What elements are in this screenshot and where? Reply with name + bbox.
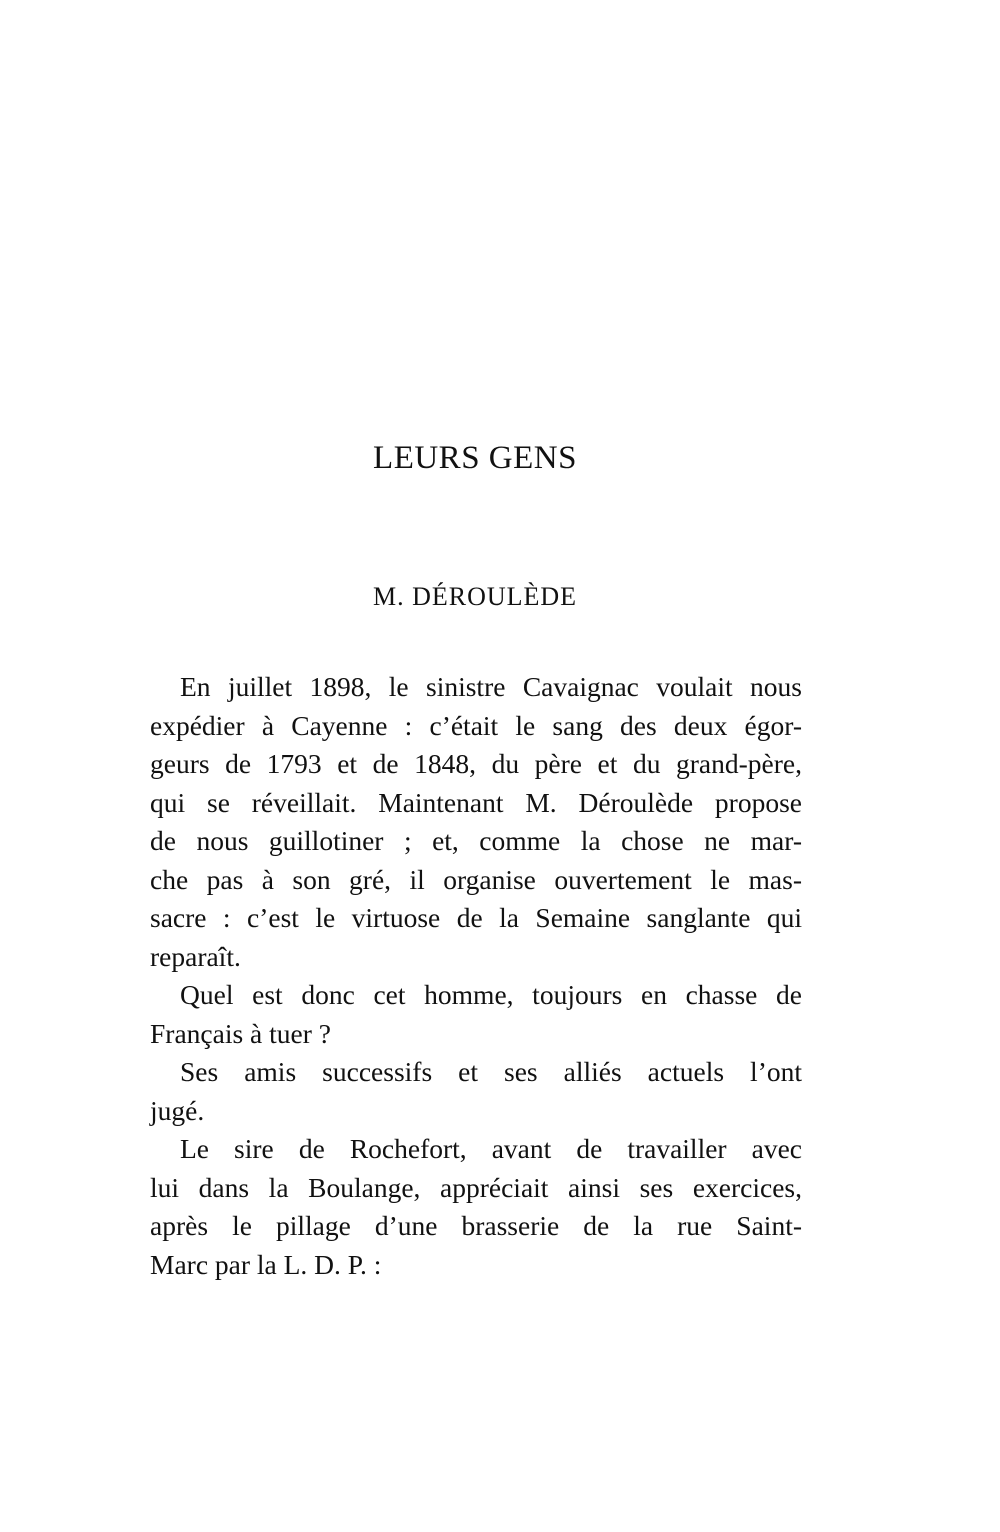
text-line: che pas à son gré, il organise ouvertement le mas- <box>150 863 802 895</box>
text-line: Ses amis successifs et ses alliés actuels l’ont <box>180 1056 802 1087</box>
text-line: geurs de 1793 et de 1848, du père et du grand-père, <box>150 748 802 779</box>
text-line: Le sire de Rochefort, avant de travailler avec <box>180 1133 802 1164</box>
text-line: jugé. <box>150 1094 205 1126</box>
paragraph <box>150 1053 802 1130</box>
paragraph <box>150 976 802 1053</box>
text-line: Quel est donc cet homme, toujours en chasse de <box>180 979 802 1010</box>
section-title: M. DÉROULÈDE <box>372 582 578 611</box>
body-text <box>150 668 802 1284</box>
paragraph <box>150 668 802 976</box>
text-line: reparaît. <box>150 940 241 972</box>
text-line: expédier à Cayenne : c’était le sang des deux égor- <box>150 709 802 741</box>
text-line: Marc par la L. D. P. : <box>150 1248 382 1280</box>
text-line: Français à tuer ? <box>150 1017 331 1049</box>
text-line: qui se réveillait. Maintenant M. Déroulède propose <box>150 786 802 818</box>
paragraph <box>150 1130 802 1284</box>
text-line: après le pillage d’une brasserie de la rue Saint- <box>150 1210 802 1241</box>
text-line: sacre : c’est le virtuose de la Semaine sanglante qui <box>150 902 802 933</box>
text-line: de nous guillotiner ; et, comme la chose ne mar- <box>150 825 802 856</box>
text-line: En juillet 1898, le sinistre Cavaignac voulait nous <box>180 671 802 702</box>
text-line: lui dans la Boulange, appréciait ainsi ses exercices, <box>150 1171 802 1203</box>
chapter-title: LEURS GENS <box>373 440 577 476</box>
